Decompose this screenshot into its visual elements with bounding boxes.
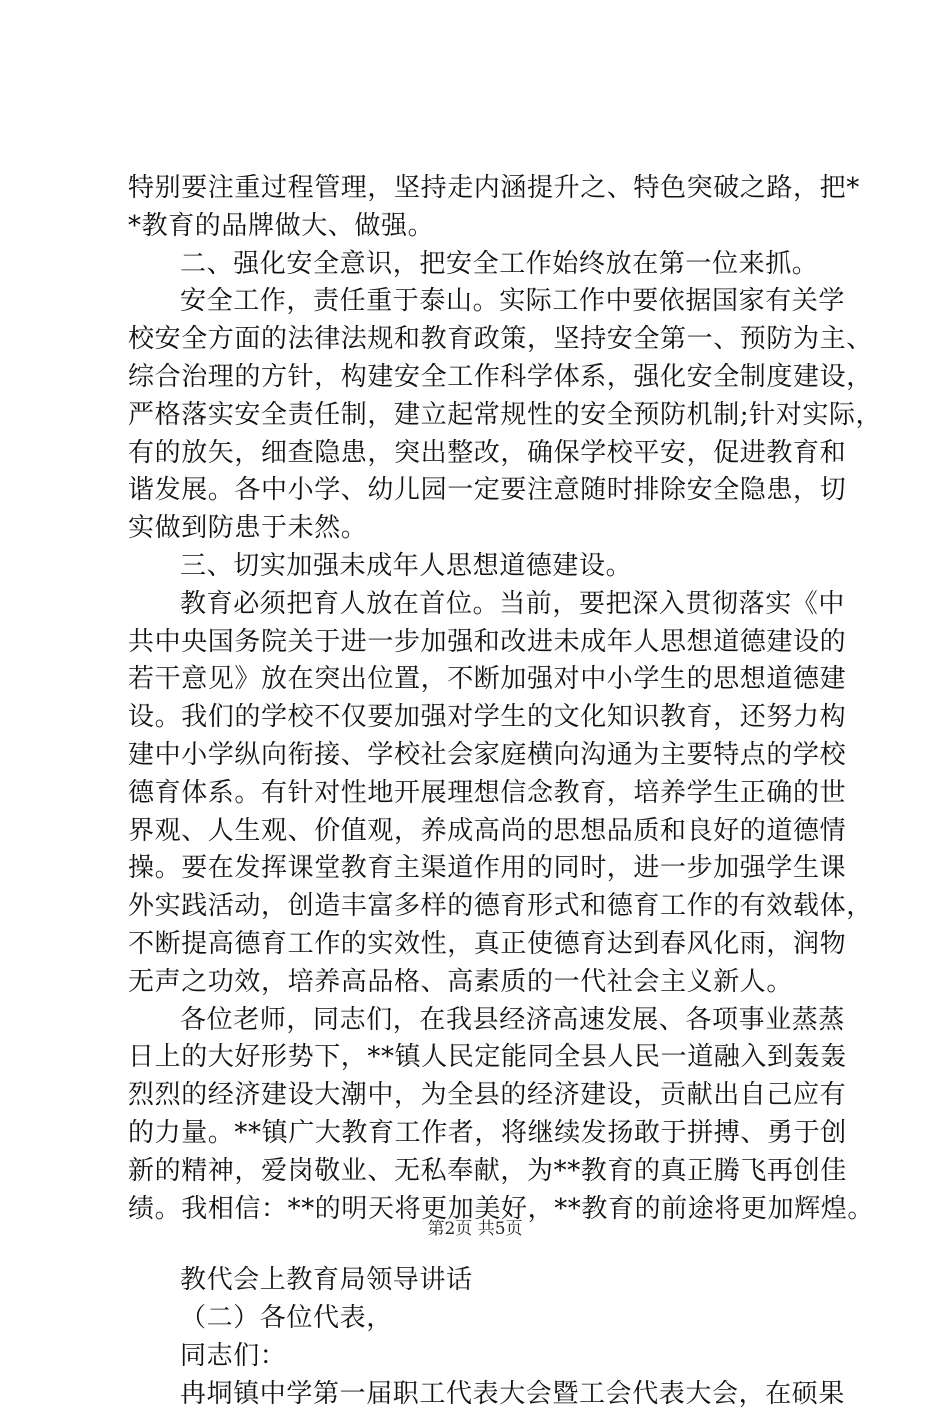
paragraph-line: 谐发展。各中小学、幼儿园一定要注意随时排除安全隐患，切: [128, 475, 847, 506]
paragraph-line: 有的放矢，细查隐患，突出整改，确保学校平安，促进教育和: [128, 437, 847, 468]
salutation-line: 同志们：: [180, 1340, 287, 1371]
paragraph-line: 严格落实安全责任制，建立起常规性的安全预防机制;针对实际，: [128, 399, 883, 430]
paragraph-line: 日上的大好形势下，**镇人民定能同全县人民一道融入到轰轰: [128, 1042, 847, 1073]
section-heading: 二、强化安全意识，把安全工作始终放在第一位来抓。: [180, 248, 819, 279]
paragraph-line: *教育的品牌做大、做强。: [128, 210, 435, 241]
paragraph-line: 实做到防患于未然。: [128, 513, 368, 544]
salutation-line: （二）各位代表，: [180, 1303, 393, 1334]
paragraph-line: 不断提高德育工作的实效性，真正使德育达到春风化雨，润物: [128, 928, 847, 959]
paragraph-line: 设。我们的学校不仅要加强对学生的文化知识教育，还努力构: [128, 702, 847, 733]
paragraph-line: 界观、人生观、价值观，养成高尚的思想品质和良好的道德情: [128, 815, 847, 846]
paragraph-line: 综合治理的方针，构建安全工作科学体系，强化安全制度建设，: [128, 361, 873, 392]
paragraph-line: 外实践活动，创造丰富多样的德育形式和德育工作的有效载体，: [128, 891, 873, 922]
paragraph-line: 烈烈的经济建设大潮中，为全县的经济建设，贡献出自己应有: [128, 1080, 847, 1111]
paragraph-line: 安全工作，责任重于泰山。实际工作中要依据国家有关学: [180, 286, 846, 317]
paragraph-line: 校安全方面的法律法规和教育政策，坚持安全第一、预防为主、: [128, 324, 873, 355]
paragraph-line: 各位老师，同志们，在我县经济高速发展、各项事业蒸蒸: [180, 1004, 846, 1035]
page-number: 第2页 共5页: [427, 1219, 523, 1239]
paragraph-line: 操。要在发挥课堂教育主渠道作用的同时，进一步加强学生课: [128, 853, 847, 884]
section-heading: 三、切实加强未成年人思想道德建设。: [180, 550, 633, 581]
paragraph-line: 建中小学纵向衔接、学校社会家庭横向沟通为主要特点的学校: [128, 739, 847, 770]
document-title: 教代会上教育局领导讲话: [180, 1265, 473, 1296]
paragraph-line: 绩。我相信：**的明天将更加美好，**教育的前途将更加辉煌。: [128, 1193, 875, 1224]
paragraph-line: 冉垌镇中学第一届职工代表大会暨工会代表大会，在硕果: [180, 1378, 846, 1409]
paragraph-line: 无声之功效，培养高品格、高素质的一代社会主义新人。: [128, 966, 794, 997]
paragraph-line: 特别要注重过程管理，坚持走内涵提升之、特色突破之路，把*: [128, 173, 860, 203]
paragraph-line: 共中央国务院关于进一步加强和改进未成年人思想道德建设的: [128, 626, 847, 657]
paragraph-line: 的力量。**镇广大教育工作者，将继续发扬敢于拼搏、勇于创: [128, 1117, 847, 1148]
paragraph-line: 德育体系。有针对性地开展理想信念教育，培养学生正确的世: [128, 777, 847, 808]
paragraph-line: 新的精神，爱岗敬业、无私奉献，为**教育的真正腾飞再创佳: [128, 1155, 847, 1186]
paragraph-line: 教育必须把育人放在首位。当前，要把深入贯彻落实《中: [180, 588, 846, 619]
paragraph-line: 若干意见》放在突出位置，不断加强对中小学生的思想道德建: [128, 664, 847, 695]
